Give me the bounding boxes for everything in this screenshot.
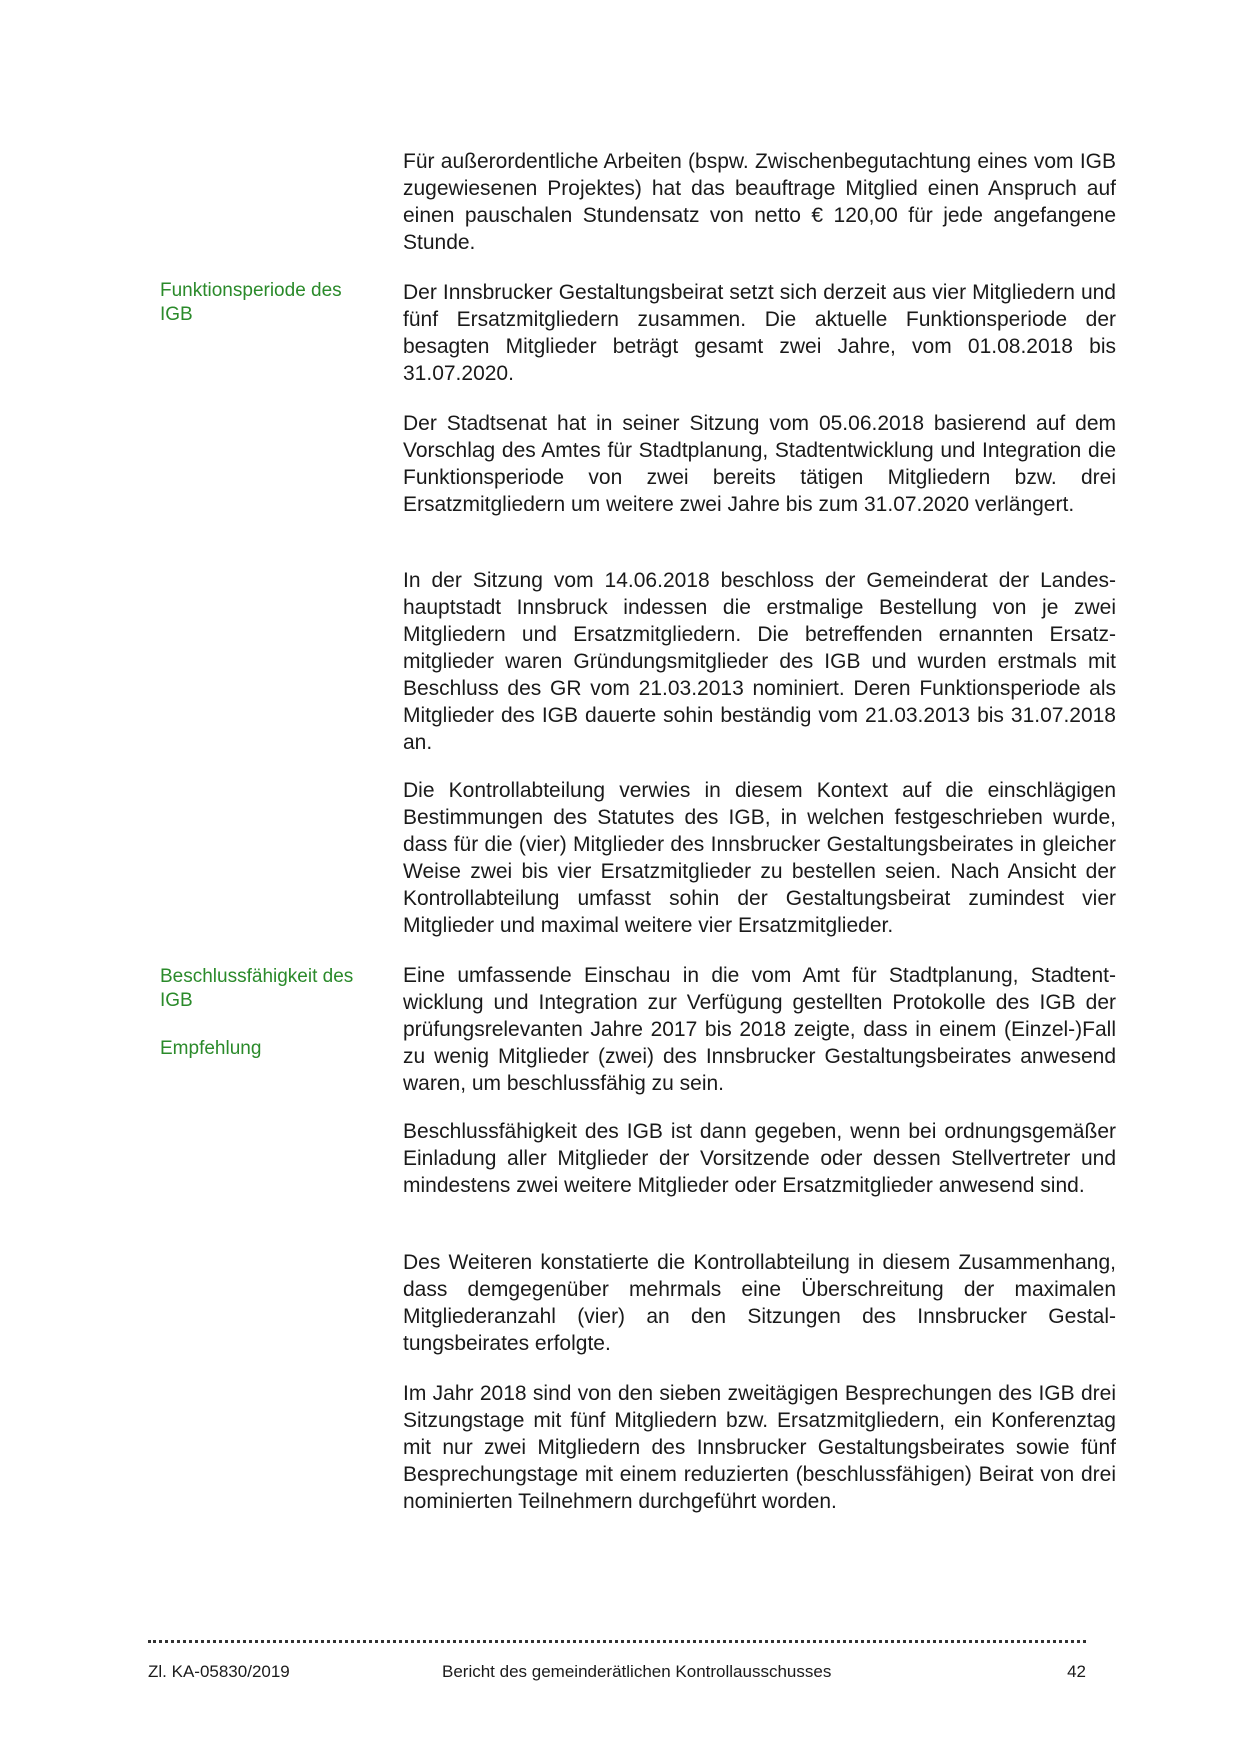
paragraph: Beschlussfähigkeit des IGB ist dann gegeben, wenn bei ordnungsgemäßer Einladung aller Mitglieder der Vorsitzende oder dessen Stellvertreter und mindestens zwei weitere Mitglieder oder Ersatzmitglieder anwesend sind. — [403, 1120, 1116, 1197]
margin-note-beschlussfaehigkeit: Beschlussfähigkeit des IGB — [160, 966, 354, 1011]
paragraph: Der Stadtsenat hat in seiner Sitzung vom 05.06.2018 basierend auf dem Vorschlag des Amtes für Stadtplanung, Stadtentwicklung und Integration die Funktionsperiode von zwei bereits tätigen Mitgliedern bzw. drei Ersatzmitgliedern um weitere zwei Jahre bis zum 31.07.2020 verlängert. — [403, 412, 1116, 516]
paragraph: Eine umfassende Einschau in die vom Amt für Stadtplanung, Stadtentwicklung und Integration zur Verfügung gestellten Protokolle des IGB der prüfungsrelevanten Jahre 2017 bis 2018 zeigte, dass in einem (Einzel-)Fall zu wenig Mitglieder (zwei) des Innsbrucker Gestaltungsbeirates anwesend waren, um beschlussfähig zu sein. — [403, 964, 1116, 1095]
footer-reference: Zl. KA-05830/2019 — [148, 1662, 290, 1681]
paragraph: Die Kontrollabteilung verwies in diesem Kontext auf die einschlägigen Bestimmungen des Statutes des IGB, in welchen festgeschrieben wurde, dass für die (vier) Mitglieder des Innsbrucker Gestaltungsbeirates in gleicher Weise zwei bis vier Ersatzmitglieder zu bestellen seien. Nach Ansicht der Kontrollabteilung umfasst sohin der Gestaltungsbeirat zumindest vier Mitglieder und maximal weitere vier Ersatzmitglieder. — [403, 779, 1116, 937]
paragraph: Für außerordentliche Arbeiten (bspw. Zwischenbegutachtung eines vom IGB zugewiesenen Projektes) hat das beauftrage Mitglied einen Anspruch auf einen pauschalen Stundensatz von netto € 120,00 für jede angefangene Stunde. — [403, 150, 1116, 254]
margin-note-funktionsperiode: Funktionsperiode des IGB — [160, 280, 342, 325]
paragraph: In der Sitzung vom 14.06.2018 beschloss der Gemeinderat der Landeshauptstadt Innsbruck indessen die erstmalige Bestellung von je zwei Mitgliedern und Ersatzmitgliedern. Die betreffenden ernannten Ersatzmitglieder waren Gründungsmitglieder des IGB und wurden erstmals mit Beschluss des GR vom 21.03.2013 nominiert. Deren Funktionsperiode als Mitglieder des IGB dauerte sohin beständig vom 21.03.2013 bis 31.07.2018 an. — [403, 569, 1116, 754]
footer-title: Bericht des gemeinderätlichen Kontrollausschusses — [442, 1662, 832, 1681]
paragraph: Der Innsbrucker Gestaltungsbeirat setzt sich derzeit aus vier Mitgliedern und fünf Ersatzmitgliedern zusammen. Die aktuelle Funktionsperiode der besagten Mitglieder beträgt gesamt zwei Jahre, vom 01.08.2018 bis 31.07.2020. — [403, 281, 1116, 385]
page-number: 42 — [1067, 1662, 1086, 1681]
paragraph: Im Jahr 2018 sind von den sieben zweitägigen Besprechungen des IGB drei Sitzungstage mit fünf Mitgliedern bzw. Ersatzmitgliedern, ein Konferenztag mit nur zwei Mitgliedern des Innsbrucker Gestaltungsbeirates sowie fünf Besprechungstage mit einem reduzierten (beschlussfähigen) Beirat von drei nominierten Teilnehmern durchgeführt worden. — [403, 1382, 1116, 1513]
paragraph: Des Weiteren konstatierte die Kontrollabteilung in diesem Zusammenhang, dass demgegenüber mehrmals eine Überschreitung der maximalen Mitgliederanzahl (vier) an den Sitzungen des Innsbrucker Gestaltungsbeirates erfolgte. — [403, 1251, 1116, 1355]
footer-divider — [148, 1640, 1086, 1643]
margin-note-empfehlung: Empfehlung — [160, 1038, 262, 1059]
